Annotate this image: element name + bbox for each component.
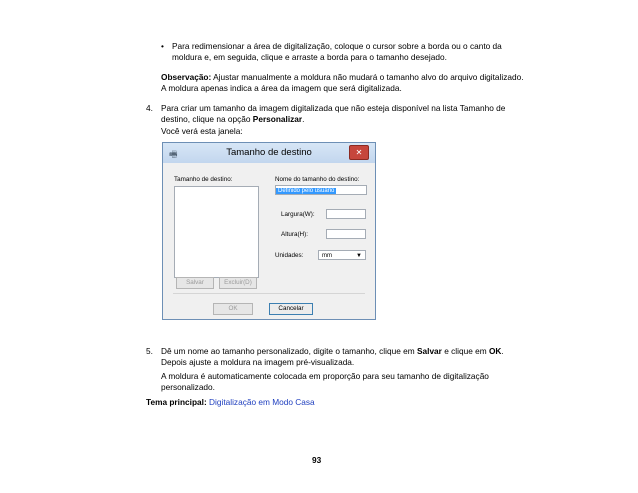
bullet-mark: • [161,41,164,51]
step-5-text-c: e clique em [441,346,489,356]
step-4-line-3: Você verá esta janela: [161,126,243,136]
chevron-down-icon: ▼ [356,253,362,259]
units-select[interactable] [318,250,366,260]
close-icon[interactable]: ✕ [349,145,369,160]
step-4-line-2 [161,114,304,125]
size-name-label: Nome do tamanho do destino: [275,176,360,183]
step-5-line-1 [161,346,504,357]
dialog-title: Tamanho de destino [226,147,312,158]
step-5-line-2: Depois ajuste a moldura na imagem pré-visualizada. [161,357,355,367]
step-5-line-4: personalizado. [161,382,215,392]
ok-button[interactable]: OK [213,303,253,315]
target-size-dialog [162,142,376,320]
size-name-input[interactable] [275,185,367,195]
step-4-line-1: Para criar um tamanho da imagem digitalizada que não esteja disponível na lista Tamanho de [161,103,506,113]
height-input[interactable] [326,229,366,239]
note-line-2: A moldura apenas indica a área da imagem que será digitalizada. [161,83,402,93]
save-button[interactable]: Salvar [176,277,214,289]
target-size-list-label: Tamanho de destino: [174,176,233,183]
step-5-text-a: Dê um nome ao tamanho personalizado, digite o tamanho, clique em [161,346,417,356]
units-value: mm [322,253,332,259]
height-label: Altura(H): [281,231,308,238]
dialog-title-bar [163,143,375,163]
step-5-line-3: A moldura é automaticamente colocada em proporção para seu tamanho de digitalização [161,371,489,381]
salvar-term: Salvar [416,346,442,356]
parent-topic-label: Tema principal: [146,397,207,407]
note-line-1 [161,72,524,83]
width-label: Largura(W): [281,211,315,218]
step-5-text-e: . [501,346,504,356]
cancel-button[interactable]: Cancelar [269,303,313,315]
bullet-line-2: moldura e, em seguida, clique e arraste a borda para o tamanho desejado. [172,52,447,62]
page-number: 93 [312,455,322,465]
target-size-list[interactable] [174,186,259,278]
note-label: Observação: [161,72,212,82]
parent-topic [146,397,315,408]
dialog-divider [173,293,365,294]
note-text: Ajustar manualmente a moldura não mudará o tamanho alvo do arquivo digitalizado. [211,72,524,82]
bullet-line-1: Para redimensionar a área de digitalização, coloque o cursor sobre a borda ou o canto da [172,41,502,51]
step-4-number: 4. [146,103,153,113]
width-input[interactable] [326,209,366,219]
units-label: Unidades: [275,252,304,259]
ok-term: OK [488,346,502,356]
step-4-line-2-end: . [302,114,305,124]
step-4-line-2-text: destino, clique na opção [161,114,253,124]
parent-topic-link[interactable]: Digitalização em Modo Casa [209,397,315,407]
delete-button[interactable]: Excluir(D) [219,277,257,289]
step-5-number: 5. [146,346,153,356]
scanner-app-icon: 🖷 [169,149,178,159]
size-name-value: Definido pelo usuário [278,188,335,194]
personalizar-term: Personalizar [252,114,303,124]
